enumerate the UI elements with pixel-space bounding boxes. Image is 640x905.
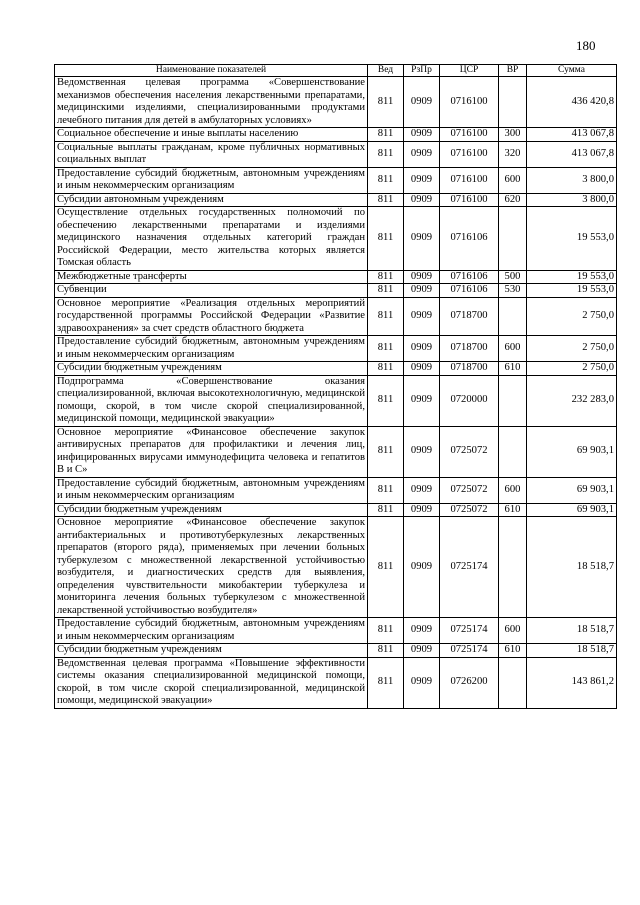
- cell-ved: 811: [368, 284, 404, 298]
- cell-csr: 0716100: [440, 167, 499, 193]
- cell-sum: 2 750,0: [527, 336, 617, 362]
- cell-ved: 811: [368, 618, 404, 644]
- cell-ved: 811: [368, 297, 404, 336]
- cell-vr: 610: [499, 644, 527, 658]
- cell-sum: 19 553,0: [527, 207, 617, 271]
- cell-rzpr: 0909: [404, 657, 440, 708]
- cell-ved: 811: [368, 207, 404, 271]
- cell-name: Предоставление субсидий бюджетным, автономным учреждениям и иным некоммерческим организациям: [55, 477, 368, 503]
- table-header-row: [55, 65, 617, 77]
- cell-vr: [499, 77, 527, 128]
- cell-sum: 18 518,7: [527, 644, 617, 658]
- cell-vr: 610: [499, 503, 527, 517]
- cell-vr: 530: [499, 284, 527, 298]
- cell-sum: 18 518,7: [527, 517, 617, 618]
- table-body: [55, 77, 617, 709]
- cell-rzpr: 0909: [404, 270, 440, 284]
- cell-vr: [499, 426, 527, 477]
- cell-rzpr: 0909: [404, 167, 440, 193]
- cell-sum: 2 750,0: [527, 362, 617, 376]
- table-row: [55, 375, 617, 426]
- cell-csr: 0725072: [440, 503, 499, 517]
- cell-ved: 811: [368, 426, 404, 477]
- cell-csr: 0725174: [440, 517, 499, 618]
- table-row: [55, 426, 617, 477]
- cell-rzpr: 0909: [404, 193, 440, 207]
- cell-rzpr: 0909: [404, 644, 440, 658]
- table-row: [55, 644, 617, 658]
- cell-vr: 500: [499, 270, 527, 284]
- cell-sum: 69 903,1: [527, 477, 617, 503]
- cell-name: Субсидии автономным учреждениям: [55, 193, 368, 207]
- cell-rzpr: 0909: [404, 128, 440, 142]
- cell-vr: 620: [499, 193, 527, 207]
- cell-ved: 811: [368, 362, 404, 376]
- cell-ved: 811: [368, 477, 404, 503]
- table-row: [55, 207, 617, 271]
- cell-rzpr: 0909: [404, 77, 440, 128]
- table-row: [55, 503, 617, 517]
- table-row: [55, 618, 617, 644]
- cell-rzpr: 0909: [404, 207, 440, 271]
- cell-rzpr: 0909: [404, 141, 440, 167]
- cell-sum: 143 861,2: [527, 657, 617, 708]
- cell-csr: 0716106: [440, 284, 499, 298]
- header-name: Наименование показателей: [55, 65, 368, 77]
- cell-rzpr: 0909: [404, 426, 440, 477]
- cell-vr: 600: [499, 618, 527, 644]
- cell-name: Субвенции: [55, 284, 368, 298]
- cell-sum: 3 800,0: [527, 193, 617, 207]
- cell-vr: 300: [499, 128, 527, 142]
- cell-name: Осуществление отдельных государственных полномочий по обеспечению лекарственными препаратами и изделиями медицинского назначения отдельных категорий граждан Российской Федерации, место жительства которых является Томская область: [55, 207, 368, 271]
- cell-csr: 0718700: [440, 362, 499, 376]
- cell-rzpr: 0909: [404, 362, 440, 376]
- cell-csr: 0716106: [440, 207, 499, 271]
- cell-rzpr: 0909: [404, 297, 440, 336]
- cell-csr: 0725072: [440, 477, 499, 503]
- table-row: [55, 128, 617, 142]
- cell-rzpr: 0909: [404, 503, 440, 517]
- header-csr: ЦСР: [440, 65, 499, 77]
- cell-name: Субсидии бюджетным учреждениям: [55, 644, 368, 658]
- cell-rzpr: 0909: [404, 618, 440, 644]
- cell-name: Предоставление субсидий бюджетным, автономным учреждениям и иным некоммерческим организациям: [55, 336, 368, 362]
- cell-ved: 811: [368, 644, 404, 658]
- cell-vr: [499, 207, 527, 271]
- cell-csr: 0716106: [440, 270, 499, 284]
- cell-name: Подпрограмма «Совершенствование оказания специализированной, включая высокотехнологичную, медицинской помощи, скорой, в том числе скорой специализированной, медицинской помощи, медицинской эвакуации»: [55, 375, 368, 426]
- cell-ved: 811: [368, 657, 404, 708]
- cell-sum: 413 067,8: [527, 141, 617, 167]
- cell-rzpr: 0909: [404, 336, 440, 362]
- cell-sum: 19 553,0: [527, 270, 617, 284]
- cell-vr: 320: [499, 141, 527, 167]
- cell-vr: [499, 517, 527, 618]
- table-row: [55, 141, 617, 167]
- cell-ved: 811: [368, 270, 404, 284]
- cell-name: Основное мероприятие «Финансовое обеспечение закупок антивирусных препаратов для профилактики и лечения лиц, инфицированных вирусами иммунодефицита человека и гепатитов В и С»: [55, 426, 368, 477]
- cell-name: Социальное обеспечение и иные выплаты населению: [55, 128, 368, 142]
- cell-ved: 811: [368, 517, 404, 618]
- cell-sum: 69 903,1: [527, 426, 617, 477]
- cell-csr: 0720000: [440, 375, 499, 426]
- cell-vr: 600: [499, 477, 527, 503]
- cell-vr: [499, 375, 527, 426]
- cell-name: Предоставление субсидий бюджетным, автономным учреждениям и иным некоммерческим организациям: [55, 618, 368, 644]
- table-row: [55, 167, 617, 193]
- cell-name: Ведомственная целевая программа «Повышение эффективности системы оказания специализированной медицинской помощи, скорой, в том числе скорой специализированной, медицинской помощи, медицинской эвакуации»: [55, 657, 368, 708]
- cell-vr: 610: [499, 362, 527, 376]
- cell-name: Субсидии бюджетным учреждениям: [55, 362, 368, 376]
- cell-ved: 811: [368, 375, 404, 426]
- cell-csr: 0716100: [440, 128, 499, 142]
- cell-sum: 18 518,7: [527, 618, 617, 644]
- cell-rzpr: 0909: [404, 375, 440, 426]
- cell-vr: [499, 297, 527, 336]
- table-row: [55, 336, 617, 362]
- table-row: [55, 657, 617, 708]
- cell-vr: 600: [499, 336, 527, 362]
- cell-csr: 0716100: [440, 77, 499, 128]
- table-row: [55, 297, 617, 336]
- cell-csr: 0718700: [440, 297, 499, 336]
- header-sum: Сумма: [527, 65, 617, 77]
- table-row: [55, 193, 617, 207]
- cell-name: Основное мероприятие «Реализация отдельных мероприятий государственной программы Российской Федерации «Развитие здравоохранения» за счет средств областного бюджета: [55, 297, 368, 336]
- cell-ved: 811: [368, 77, 404, 128]
- cell-rzpr: 0909: [404, 477, 440, 503]
- table-row: [55, 270, 617, 284]
- cell-sum: 232 283,0: [527, 375, 617, 426]
- header-ved: Вед: [368, 65, 404, 77]
- table-row: [55, 77, 617, 128]
- cell-csr: 0716100: [440, 141, 499, 167]
- cell-name: Субсидии бюджетным учреждениям: [55, 503, 368, 517]
- cell-ved: 811: [368, 193, 404, 207]
- cell-rzpr: 0909: [404, 517, 440, 618]
- cell-csr: 0725174: [440, 644, 499, 658]
- cell-rzpr: 0909: [404, 284, 440, 298]
- table-row: [55, 477, 617, 503]
- page-number: 180: [576, 38, 596, 53]
- cell-sum: 413 067,8: [527, 128, 617, 142]
- cell-vr: [499, 657, 527, 708]
- cell-csr: 0725174: [440, 618, 499, 644]
- cell-sum: 2 750,0: [527, 297, 617, 336]
- cell-ved: 811: [368, 128, 404, 142]
- cell-name: Межбюджетные трансферты: [55, 270, 368, 284]
- table-row: [55, 284, 617, 298]
- cell-vr: 600: [499, 167, 527, 193]
- budget-table: [54, 64, 617, 709]
- cell-name: Социальные выплаты гражданам, кроме публичных нормативных социальных выплат: [55, 141, 368, 167]
- cell-sum: 436 420,8: [527, 77, 617, 128]
- header-vr: ВР: [499, 65, 527, 77]
- cell-sum: 3 800,0: [527, 167, 617, 193]
- cell-csr: 0718700: [440, 336, 499, 362]
- cell-name: Ведомственная целевая программа «Совершенствование механизмов обеспечения населения лекарственными препаратами, медицинскими изделиями, специализированными продуктами лечебного питания для детей в амбулаторных условиях»: [55, 77, 368, 128]
- cell-sum: 69 903,1: [527, 503, 617, 517]
- cell-name: Основное мероприятие «Финансовое обеспечение закупок антибактериальных и противотуберкулезных лекарственных препаратов (второго ряда), применяемых при лечении больных туберкулезом с множественной лекарственной устойчивостью возбудителя, и диагностических средств для выявления, определения чувствительности микобактерии туберкулеза и мониторинга лечения больных туберкулезом с множественной лекарственной устойчивостью возбудителя»: [55, 517, 368, 618]
- cell-csr: 0716100: [440, 193, 499, 207]
- table-row: [55, 362, 617, 376]
- cell-csr: 0726200: [440, 657, 499, 708]
- header-rzpr: РзПр: [404, 65, 440, 77]
- cell-sum: 19 553,0: [527, 284, 617, 298]
- cell-csr: 0725072: [440, 426, 499, 477]
- cell-ved: 811: [368, 336, 404, 362]
- cell-ved: 811: [368, 503, 404, 517]
- cell-name: Предоставление субсидий бюджетным, автономным учреждениям и иным некоммерческим организациям: [55, 167, 368, 193]
- table-row: [55, 517, 617, 618]
- cell-ved: 811: [368, 141, 404, 167]
- cell-ved: 811: [368, 167, 404, 193]
